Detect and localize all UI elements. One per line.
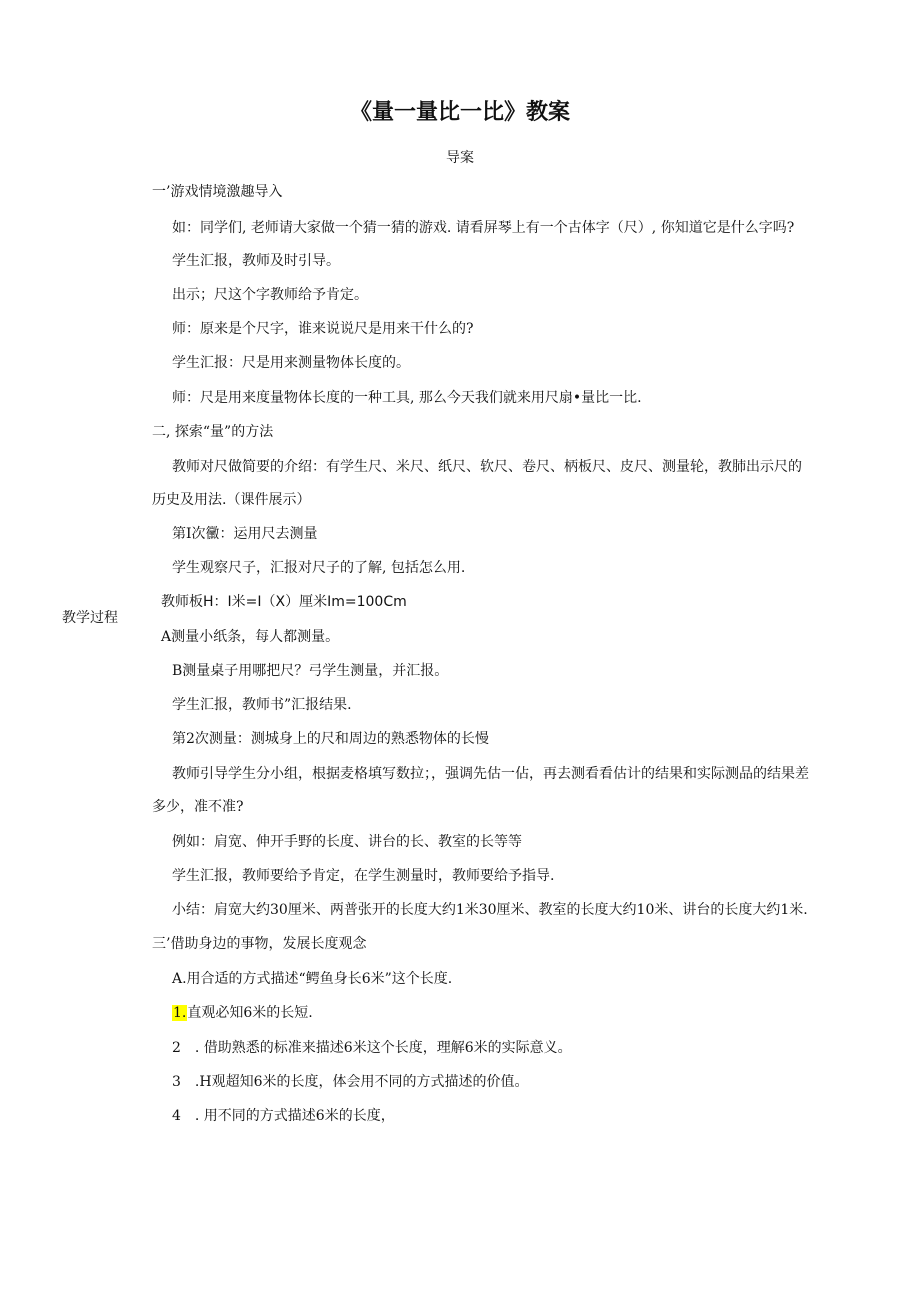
- paragraph-line: 教师引导学生分小组，根据麦格填写数拉；，强调先估一佔，再去测看看估计的结果和实际测品的结果差: [172, 766, 809, 782]
- paragraph-line: 历史及用法.（课件展示）: [152, 492, 311, 508]
- list-item: [172, 1003, 313, 1023]
- paragraph-line: 师：原来是个尺字，谁来说说尺是用来干什么的?: [172, 321, 474, 337]
- list-item: 3 .H观超知6米的长度，体会用不同的方式描述的价值。: [172, 1074, 529, 1090]
- paragraph-line: 学生汇报，教师及时引导。: [172, 253, 340, 269]
- paragraph-line: 例如：肩宽、伸开手野的长度、讲台的长、教室的长等等: [172, 834, 522, 850]
- document-subtitle: 导案: [446, 150, 474, 166]
- paragraph-line: 小结：肩宽大约30厘米、两普张开的长度大约1米30厘米、教室的长度大约10米、讲台的长度大约1米.: [172, 902, 808, 918]
- list-item: 4 . 用不同的方式描述6米的长度，: [172, 1108, 395, 1124]
- paragraph-line: 出示；尺这个字教师给予肯定。: [172, 287, 368, 303]
- paragraph-line: A测量小纸条，每人都测量。: [161, 629, 340, 645]
- paragraph-line: B测量桌子用哪把尺？弓学生测量，并汇报。: [172, 663, 449, 679]
- paragraph-line: 第I次黴：运用尺去测量: [172, 526, 318, 542]
- list-item: 2 . 借助熟悉的标准来描述6米这个长度，理解6米的实际意义。: [172, 1040, 572, 1056]
- paragraph-line: 师：尺是用来度量物体长度的一种工具, 那么今天我们就来用尺扇•量比一比.: [172, 390, 642, 406]
- section-heading: 二, 探索“量”的方法: [152, 424, 274, 440]
- list-item-text: 直观必知6米的长短.: [187, 1005, 313, 1021]
- section-side-label: 教学过程: [62, 610, 118, 626]
- paragraph-line: 第2次测量：测城身上的尺和周边的熟悉物体的长慢: [172, 731, 489, 747]
- paragraph-line: 学生汇报，教师要给予肯定，在学生测量时，教师要给予指导.: [172, 868, 555, 884]
- paragraph-line: 学生汇报：尺是用来测量物体长度的。: [172, 355, 410, 371]
- paragraph-line: 如：同学们, 老师请大家做一个猜一猜的游戏. 请看屏琴上有一个古体字（尺）, 你知道它是什么字吗?: [172, 220, 795, 236]
- section-heading: 三’借助身边的事物，发展长度观念: [152, 936, 367, 952]
- paragraph-line: 学生观察尺子，汇报对尺子的了解, 包括怎么用.: [172, 560, 466, 576]
- section-heading: 一’游戏情境激趣导入: [152, 184, 283, 200]
- paragraph-line: 多少，准不准?: [152, 799, 244, 815]
- document-title: 《量一量比一比》教案: [349, 100, 570, 125]
- paragraph-line: 学生汇报，教师书”汇报结果.: [172, 697, 352, 713]
- highlighted-list-number: 1.: [173, 1005, 187, 1021]
- paragraph-line: A.用合适的方式描述“鳄鱼身长6米”这个长度.: [172, 971, 453, 987]
- paragraph-line: 教师对尺做简要的介绍：有学生尺、米尺、纸尺、软尺、卷尺、柄板尺、皮尺、测量轮，教肺出示尺的: [172, 459, 802, 475]
- paragraph-line: 教师板H：I米=I（X）厘米Im=100Cm: [161, 594, 407, 610]
